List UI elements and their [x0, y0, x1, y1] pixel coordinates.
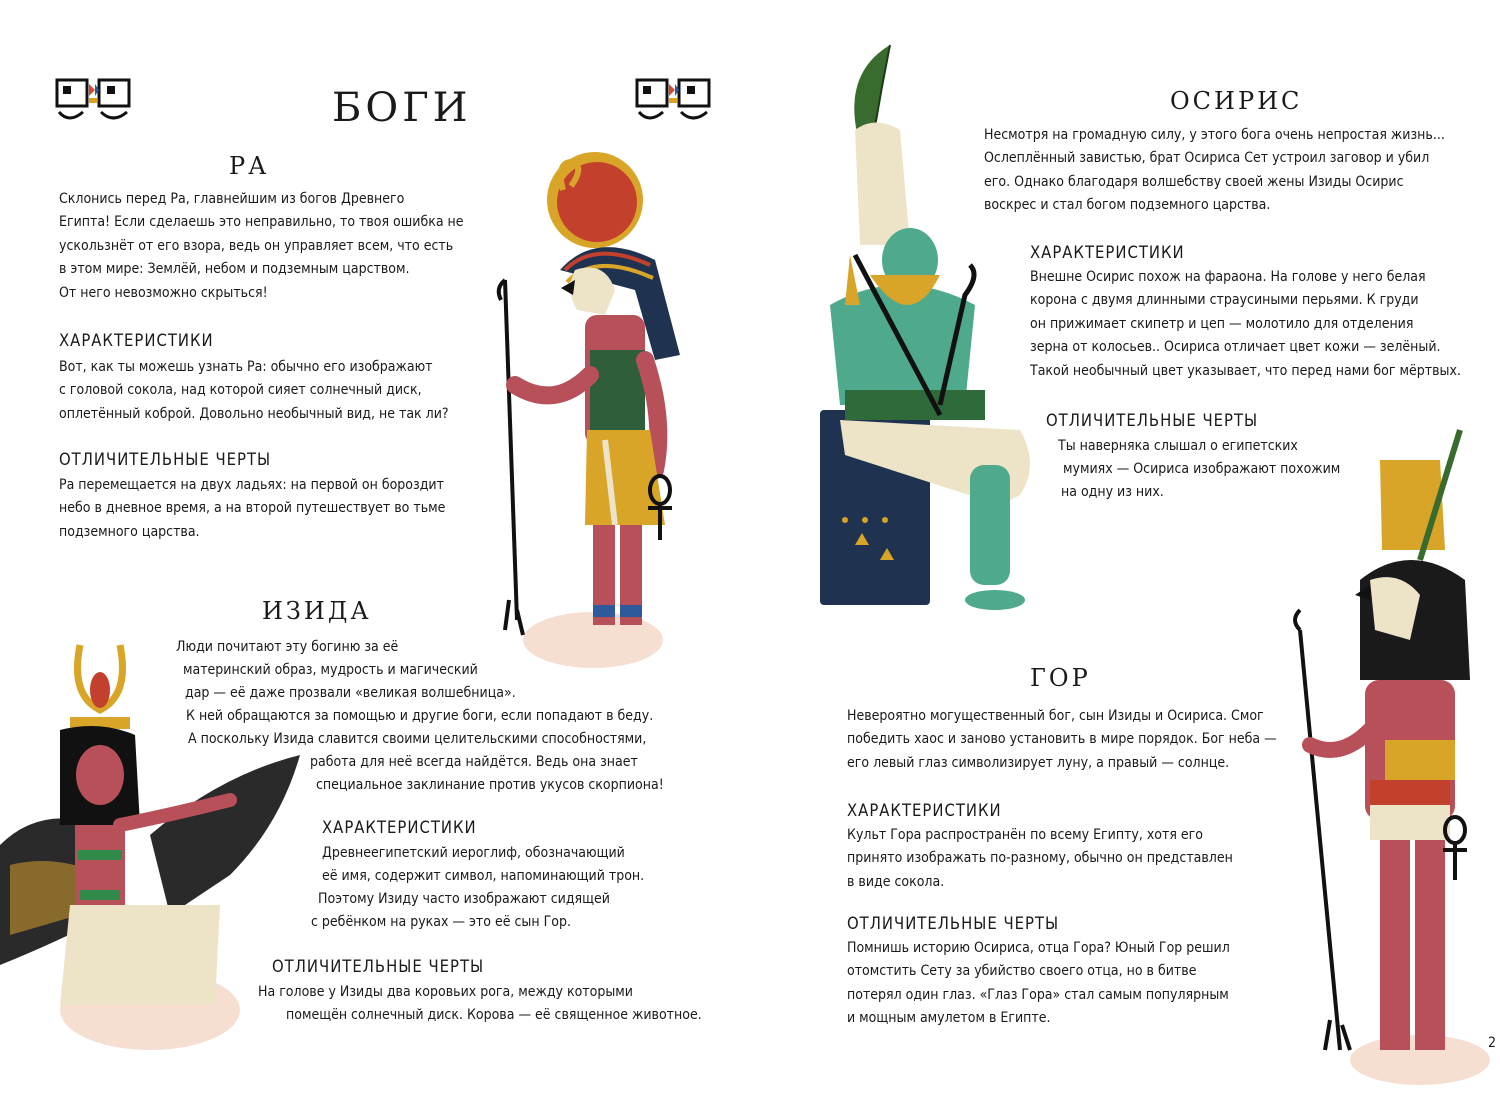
text-line: Несмотря на громадную силу, у этого бога очень непростая жизнь...: [984, 127, 1445, 143]
osiris-features: [1030, 266, 1461, 383]
text-line: Культ Гора распространён по всему Египту, хотя его: [847, 827, 1203, 843]
isis-intro-line-2: материнский образ, мудрость и магический: [183, 662, 478, 678]
text-line: От него невозможно скрыться!: [59, 284, 268, 301]
text-line: в виде сокола.: [847, 873, 945, 890]
isis-features-line-2: её имя, содержит символ, напоминающий трон.: [322, 868, 645, 884]
text-line: подземного царства.: [59, 523, 200, 540]
isis-intro-line-3: дар — её даже прозвали «великая волшебница».: [185, 685, 516, 701]
isis-intro-line-6: работа для неё всегда найдётся. Ведь она знает: [310, 754, 638, 770]
text-line: он прижимает скипетр и цеп — молотило для отделения: [1030, 315, 1414, 332]
ra-features: [59, 356, 449, 426]
isis-features-line-3: Поэтому Изиду часто изображают сидящей: [318, 891, 610, 907]
text-line: и мощным амулетом в Египте.: [847, 1010, 1051, 1027]
text-line: Помнишь историю Осириса, отца Гора? Юный Гор решил: [847, 940, 1230, 956]
osiris-heading: ОСИРИС: [1170, 87, 1303, 115]
horus-heading: ГОР: [1030, 664, 1091, 692]
osiris-features-heading: ХАРАКТЕРИСТИКИ: [1030, 243, 1185, 262]
osiris-traits-line-3: на одну из них.: [1061, 484, 1164, 500]
ornament-icon-right: [635, 78, 715, 126]
text-line: Невероятно могущественный бог, сын Изиды и Осириса. Смог: [847, 708, 1264, 724]
text-line: оплетённый коброй. Довольно необычный вид, не так ли?: [59, 405, 449, 422]
isis-intro-line-4: К ней обращаются за помощью и другие боги, если попадают в беду.: [186, 708, 654, 724]
isis-traits-heading: ОТЛИЧИТЕЛЬНЫЕ ЧЕРТЫ: [272, 957, 485, 976]
ra-intro: [59, 188, 464, 305]
text-line: его. Однако благодаря волшебству своей жены Изиды Осирис: [984, 173, 1404, 190]
text-line: Такой необычный цвет указывает, что перед нами бог мёртвых.: [1030, 362, 1461, 379]
text-line: Ра перемещается на двух ладьях: на первой он бороздит: [59, 477, 444, 493]
osiris-traits-line-1: Ты наверняка слышал о египетских: [1058, 438, 1298, 454]
horus-traits: [847, 937, 1230, 1031]
text-line: Склонись перед Ра, главнейшим из богов Древнего: [59, 191, 405, 207]
ra-heading: РА: [229, 152, 270, 180]
text-line: корона с двумя длинными страусиными перьями. К груди: [1030, 292, 1419, 309]
page-title: БОГИ: [332, 85, 472, 131]
text-line: принято изображать по-разному, обычно он представлен: [847, 850, 1233, 867]
horus-features: [847, 824, 1233, 894]
ra-traits: [59, 474, 445, 544]
ra-features-heading: ХАРАКТЕРИСТИКИ: [59, 331, 214, 350]
isis-intro-line-5: А поскольку Изида славится своими целительскими способностями,: [188, 731, 647, 747]
isis-features-line-1: Древнеегипетский иероглиф, обозначающий: [322, 845, 625, 861]
osiris-traits-heading: ОТЛИЧИТЕЛЬНЫЕ ЧЕРТЫ: [1046, 411, 1259, 430]
ra-traits-heading: ОТЛИЧИТЕЛЬНЫЕ ЧЕРТЫ: [59, 450, 272, 469]
text-line: небо в дневное время, а на второй путешествует во тьме: [59, 500, 446, 517]
osiris-intro: [984, 124, 1445, 218]
text-line: потерял один глаз. «Глаз Гора» стал самым популярным: [847, 986, 1229, 1003]
isis-traits-line-1: На голове у Изиды два коровьих рога, между которыми: [258, 984, 633, 1000]
isis-heading: ИЗИДА: [262, 597, 372, 625]
horus-features-heading: ХАРАКТЕРИСТИКИ: [847, 801, 1002, 820]
isis-traits-line-2: помещён солнечный диск. Корова — её священное животное.: [286, 1007, 702, 1023]
text-line: Египта! Если сделаешь это неправильно, то твоя ошибка не: [59, 214, 464, 231]
page-number: 2: [1488, 1035, 1497, 1051]
ornament-icon-left: [55, 78, 135, 126]
text-line: его левый глаз символизирует луну, а правый — солнце.: [847, 754, 1230, 771]
osiris-traits-line-2: мумиях — Осириса изображают похожим: [1063, 461, 1341, 477]
text-line: с головой сокола, над которой сияет солнечный диск,: [59, 382, 422, 399]
ra-illustration: [465, 140, 725, 680]
horus-intro: [847, 705, 1277, 775]
isis-features-line-4: с ребёнком на руках — это её сын Гор.: [311, 914, 571, 930]
text-line: Ослеплённый завистью, брат Осириса Сет устроил заговор и убил: [984, 150, 1430, 167]
text-line: отомстить Сету за убийство своего отца, но в битве: [847, 963, 1197, 980]
text-line: ускользнёт от его взора, ведь он управляет всем, что есть: [59, 237, 454, 254]
isis-intro-line-7: специальное заклинание против укусов скорпиона!: [316, 777, 664, 793]
text-line: воскрес и стал богом подземного царства.: [984, 197, 1271, 214]
text-line: Внешне Осирис похож на фараона. На голове у него белая: [1030, 269, 1426, 285]
isis-features-heading: ХАРАКТЕРИСТИКИ: [322, 818, 477, 837]
text-line: зерна от колосьев.. Осириса отличает цвет кожи — зелёный.: [1030, 339, 1441, 356]
text-line: в этом мире: Землёй, небом и подземным царством.: [59, 261, 410, 278]
text-line: Вот, как ты можешь узнать Ра: обычно его изображают: [59, 359, 433, 375]
horus-traits-heading: ОТЛИЧИТЕЛЬНЫЕ ЧЕРТЫ: [847, 914, 1060, 933]
isis-intro-line-1: Люди почитают эту богиню за её: [176, 639, 399, 655]
text-line: победить хаос и заново установить в мире порядок. Бог неба —: [847, 731, 1277, 748]
horus-illustration: [1270, 430, 1500, 1080]
